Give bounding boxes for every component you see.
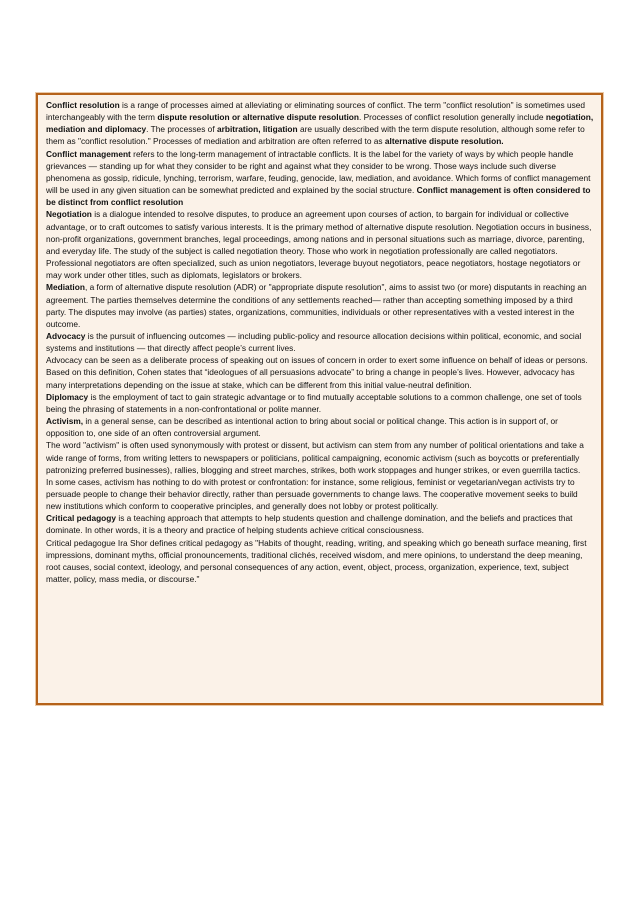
bold-term: Negotiation xyxy=(46,209,92,220)
paragraph-text: is the employment of tact to gain strategic advantage or to find mutually acceptable solutions to a common challenge, one set of tools being the phrasing of statements in a non-confrontational or polite manner. xyxy=(46,391,582,414)
paragraph-text: is the pursuit of influencing outcomes — including public-policy and resource allocation decisions within political, economic, and social systems and institutions — that directly affect people’s current lives. xyxy=(46,330,582,354)
bold-term: dispute resolution or alternative dispute resolution xyxy=(157,112,359,123)
bold-term: Conflict management is often considered to be distinct from conflict resolution xyxy=(46,185,591,208)
bold-term: Conflict resolution xyxy=(46,100,120,110)
paragraph-text: Advocacy can be seen as a deliberate process of speaking out on issues of concern in order to exert some influence on behalf of ideas or persons. Based on this definition, Cohen states that “ideologues of all persuasions advocate” to bring a change in people’s lives. However, advocacy has many interpretations depending on the issue at stake, which can be different from this initial value-neutral definition. xyxy=(46,355,588,390)
p-advocacy-2 xyxy=(46,354,595,390)
p-negotiation xyxy=(46,208,595,281)
paragraph-text: . The processes of xyxy=(146,124,217,135)
bold-term: Activism, xyxy=(46,416,84,427)
bold-term: Critical pedagogy xyxy=(46,513,117,524)
p-diplomacy xyxy=(46,391,595,415)
definitions-text-box xyxy=(36,93,603,705)
paragraph-text: The word "activism" is often used synonymously with protest or dissent, but activism can stem from any number of political orientations and take a wide range of forms, from writing letters to newspapers or politicians, political campaigning, economic activism (such as boycotts or preferentially patronizing preferred businesses), rallies, blogging and street marches, strikes, both work stoppages and hunger strikes, or even guerrilla tactics. xyxy=(46,440,584,475)
paragraph-text: in a general sense, can be described as intentional action to bring about social or political change. This action is in support of, or opposition to, one side of an often controversial argument. xyxy=(46,416,558,439)
bold-term: Conflict management xyxy=(46,148,131,159)
bold-term: arbitration, litigation xyxy=(216,124,298,135)
bold-term: Advocacy xyxy=(46,330,86,341)
paragraph-text: is a dialogue intended to resolve disputes, to produce an agreement upon courses of action, to bargain for individual or collective advantage, or to craft outcomes to satisfy various interests. It is the primary method of alternative dispute resolution. Negotiation occurs in business, non-profit organizations, government branches, legal proceedings, among nations and in personal situations such as marriage, divorce, parenting, and everyday life. The study of the subject is called negotiation theory. Those who work in negotiation professionally are called negotiators. Professional negotiators are often specialized, such as union negotiators, leverage buyout negotiators, peace negotiators, hostage negotiators or may work under other titles, such as diplomats, legislators or brokers. xyxy=(46,209,592,281)
paragraph-text: is a teaching approach that attempts to help students question and challenge domination, and the beliefs and practices that dominate. In other words, it is a theory and practice of helping students achieve critical consciousness. xyxy=(46,513,573,536)
paragraph-text: refers to the long-term management of intractable conflicts. It is the label for the variety of ways by which people handle grievances — standing up for what they consider to be right and against what they consider to be wrong. Those ways include such diverse phenomena as gossip, ridicule, lynching, terrorism, warfare, feuding, genocide, law, mediation, and avoidance. Which forms of conflict management will be used in any given situation can be somewhat predicted and explained by the social structure. xyxy=(46,148,591,196)
p-critical-pedagogy-2 xyxy=(46,537,595,586)
paragraph-text: are usually described with the term dispute resolution, although some refer to them as "conflict resolution." Processes of mediation and arbitration are often referred to as xyxy=(46,124,585,147)
paragraph-text: , a form of alternative dispute resolution (ADR) or "appropriate dispute resolution", aims to assist two (or more) disputants in reaching an agreement. The parties themselves determine the conditions of any settlements reached— rather than accepting something imposed by a third party. The disputes may involve (as parties) states, organizations, communities, individuals or other representatives with a vested interest in the outcome. xyxy=(46,282,587,329)
bold-term: alternative dispute resolution. xyxy=(384,136,504,147)
p-activism-3 xyxy=(46,476,595,512)
bold-term: negotiation, mediation and diplomacy xyxy=(46,112,594,135)
p-activism-2 xyxy=(46,439,595,475)
bold-term: Diplomacy xyxy=(46,391,89,402)
p-critical-pedagogy xyxy=(46,512,595,536)
paragraph-text: In some cases, activism has nothing to do with protest or confrontation: for instance, some religious, feminist or vegetarian/vegan activists try to persuade people to change their behavior directly, rather than persuade governments to change laws. The cooperative movement seeks to build new institutions which conform to cooperative principles, and generally does not lobby or protest politically. xyxy=(46,476,578,512)
paragraph-text: Critical pedagogue Ira Shor defines critical pedagogy as "Habits of thought, reading, writing, and speaking which go beneath surface meaning, first impressions, dominant myths, official pronouncements, traditional clichés, received wisdom, and mere opinions, to understand the deep meaning, root causes, social context, ideology, and personal consequences of any action, event, object, process, organization, experience, text, subject matter, policy, mass media, or discourse." xyxy=(46,537,587,585)
p-conflict-management xyxy=(46,148,595,209)
p-advocacy xyxy=(46,330,595,354)
p-conflict-resolution xyxy=(46,99,595,148)
paragraph-text: . Processes of conflict resolution generally include xyxy=(358,112,546,123)
bold-term: Mediation xyxy=(46,282,85,293)
paragraph-text: is a range of processes aimed at alleviating or eliminating sources of conflict. The term "conflict resolution" is sometimes used interchangeably with the term xyxy=(46,100,586,123)
p-activism xyxy=(46,415,595,439)
p-mediation xyxy=(46,281,595,330)
